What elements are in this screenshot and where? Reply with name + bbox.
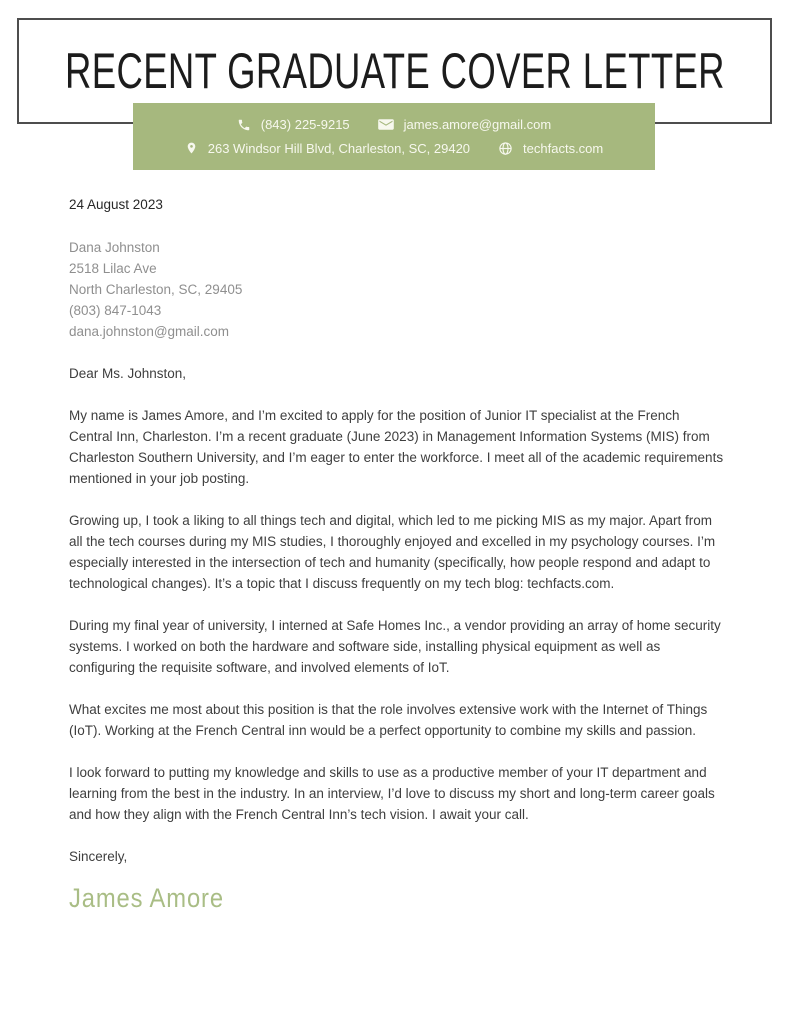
paragraph-outlook: I look forward to putting my knowledge and skills to use as a productive member of your IT department and learning from the best in the industry. In an interview, I’d love to discuss my short and long-term career goals and how they align with the French Central Inn’s tech vision. I await your call. [69, 765, 715, 822]
recipient-email: dana.johnston@gmail.com [69, 324, 230, 339]
contact-phone-text: (843) 225-9215 [260, 117, 350, 132]
closing: Sincerely, [69, 849, 128, 864]
location-pin-icon [185, 140, 198, 156]
contact-website-text: techfacts.com [523, 140, 604, 156]
contact-email [378, 117, 552, 132]
recipient-street: 2518 Lilac Ave [69, 261, 157, 276]
contact-row-bottom [133, 140, 655, 156]
recipient-phone: (803) 847-1043 [69, 303, 162, 318]
contact-row-top [133, 117, 655, 132]
recipient-city: North Charleston, SC, 29405 [69, 282, 243, 297]
paragraph-intro: My name is James Amore, and I’m excited to apply for the position of Junior IT specialist at the French Central Inn, Charleston. I’m a recent graduate (June 2023) in Management Information Systems (MIS) from Charleston Southern University, and I’m eager to enter the workforce. I meet all of the academic requirements mentioned in your job posting. [69, 408, 724, 486]
contact-bar [133, 103, 655, 170]
mail-icon [378, 118, 394, 131]
phone-icon [237, 118, 251, 132]
page-title: RECENT GRADUATE COVER LETTER [64, 43, 725, 99]
contact-email-text: james.amore@gmail.com [403, 117, 552, 132]
signature-name: James Amore [69, 883, 224, 913]
contact-website [498, 141, 603, 156]
contact-address-text: 263 Windsor Hill Blvd, Charleston, SC, 29420 [207, 140, 471, 156]
letter-date: 24 August 2023 [69, 197, 163, 212]
paragraph-background: Growing up, I took a liking to all things tech and digital, which led to me picking MIS as my major. Apart from all the tech courses during my MIS studies, I thoroughly enjoyed and excelled in my psychology courses. I’m especially interested in the intersection of tech and humanity (specifically, how people respond and adapt to technological changes). It’s a topic that I discuss frequently on my tech blog: techfacts.com. [69, 513, 716, 591]
contact-phone [237, 117, 350, 132]
paragraph-motivation: What excites me most about this position is that the role involves extensive work with the Internet of Things (IoT). Working at the French Central inn would be a perfect opportunity to combine my skills and passion. [69, 702, 708, 738]
salutation: Dear Ms. Johnston, [69, 366, 187, 381]
recipient-name: Dana Johnston [69, 240, 160, 255]
letter-body [69, 194, 724, 913]
paragraph-internship: During my final year of university, I interned at Safe Homes Inc., a vendor providing an array of home security systems. I worked on both the hardware and software side, installing physical equipment as well as configuring the requisite software, and involved elements of IoT. [69, 618, 721, 675]
contact-address [185, 140, 470, 156]
recipient-block [69, 237, 724, 342]
globe-icon [498, 141, 513, 156]
